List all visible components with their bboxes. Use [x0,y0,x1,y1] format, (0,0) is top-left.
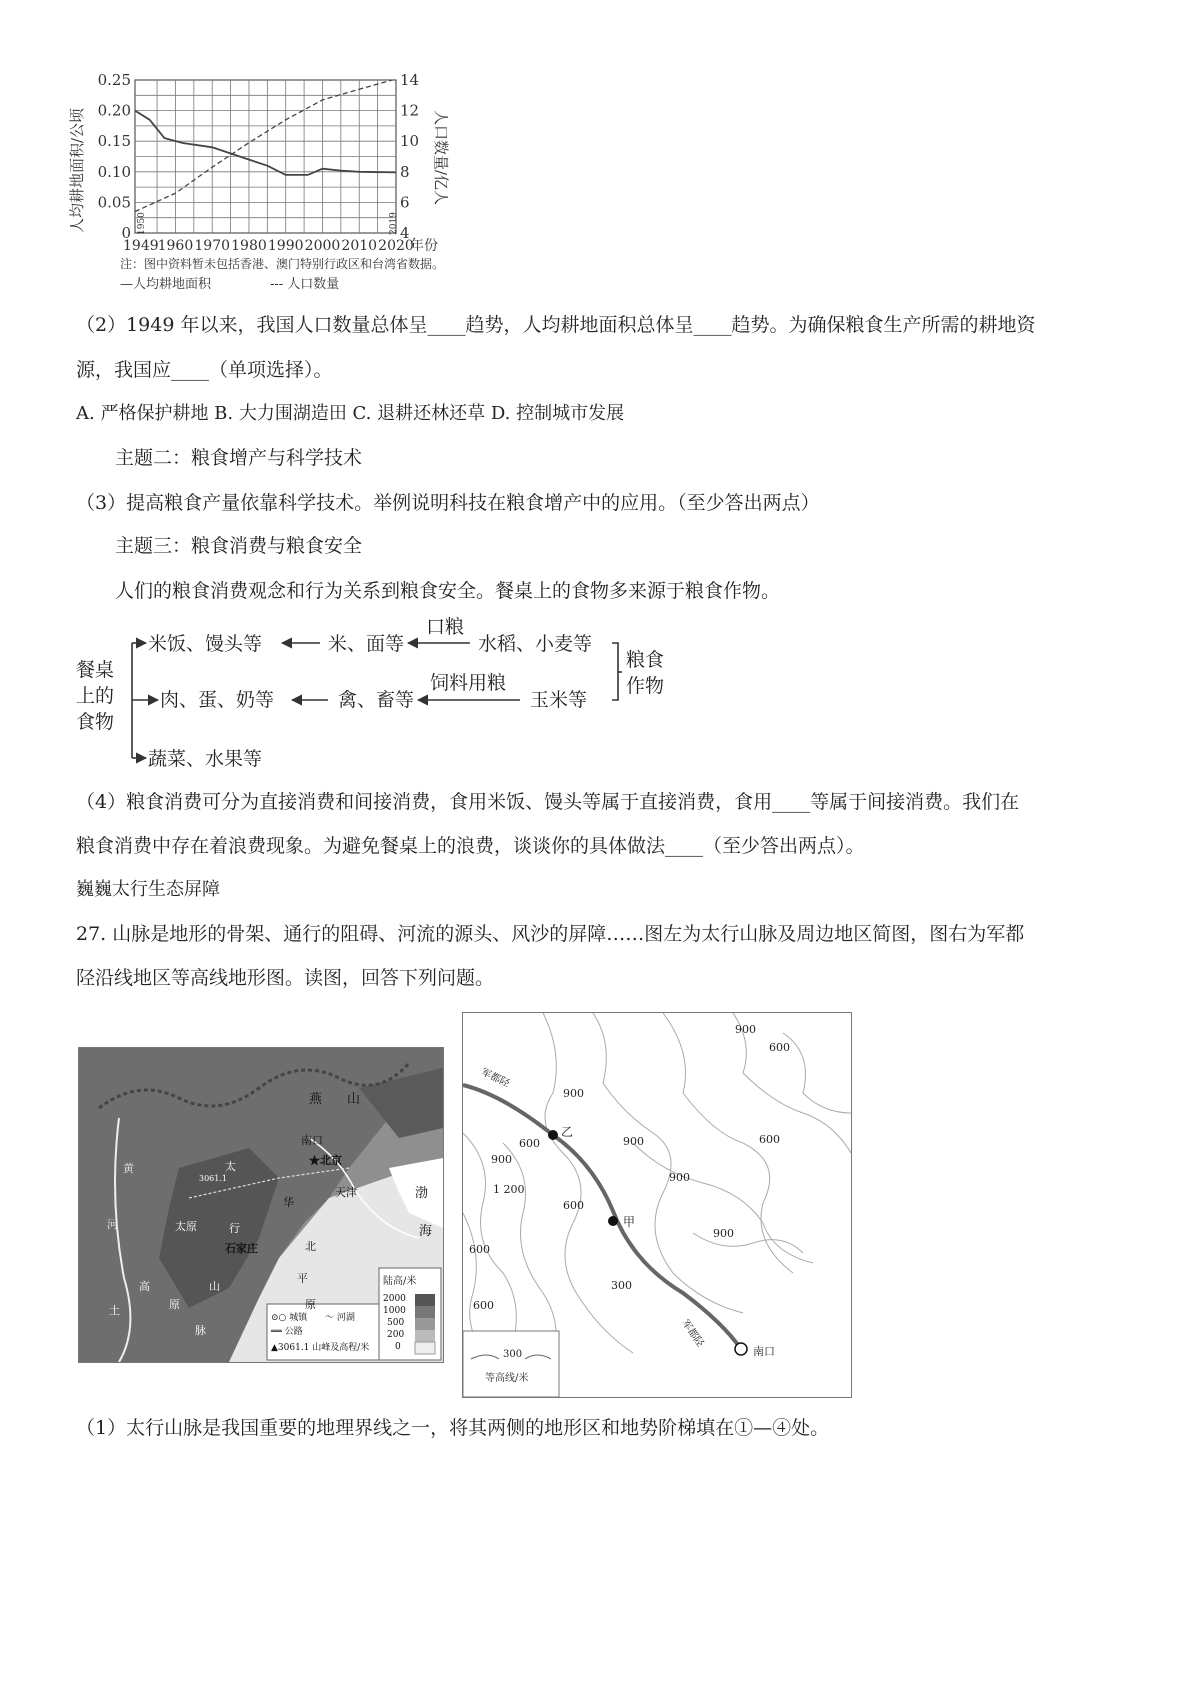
start-year-mark: 1950 [137,212,147,235]
end-year-mark: 2019 [389,212,399,235]
x-tick: 2000 [304,238,341,254]
cropland-population-chart [60,70,560,295]
map-label-beijing: ★北京 [309,1154,342,1167]
theme2-heading: 主题二：粮食增产与科学技术 [115,447,363,469]
series-line-cropland [135,111,396,175]
y-right-tick: 12 [400,101,420,120]
q27-line2: 陉沿线地区等高线地形图。读图，回答下列问题。 [76,967,495,989]
point-yi: 乙 [561,1125,574,1139]
chart-ticks [98,71,438,254]
chart-grid [135,80,396,233]
elev-2000: 2000 [383,1294,406,1304]
legend-road: ══ 公路 [271,1327,303,1337]
elev-200: 200 [387,1330,405,1340]
elev-1000: 1000 [383,1306,406,1316]
taihang-map [78,1047,444,1363]
elev-500: 500 [387,1318,405,1328]
livestock-label: 禽、畜等 [338,689,415,711]
contour-label-3: 900 [563,1087,584,1100]
map-label-tai: 太 [225,1160,236,1173]
contour-label-14: 600 [759,1133,780,1146]
map-label-huang: 黄 [123,1162,134,1175]
legend-solid: —人均耕地面积 [120,277,212,292]
x-tick: 2010 [341,238,378,254]
grain-crops-label-2: 作物 [626,675,665,697]
y-left-tick: 0.20 [97,101,131,120]
y-left-tick: 0.25 [97,71,131,89]
contour-label-6: 900 [669,1171,690,1184]
map-label-hai: 海 [419,1224,433,1239]
y-right-tick: 8 [400,162,410,181]
contour-label-9: 600 [563,1199,584,1212]
rice-flour-label: 米、面等 [328,633,405,655]
y-right-tick: 14 [400,71,420,89]
meat-egg-milk-label: 肉、蛋、奶等 [160,689,275,711]
q4-line1: （4）粮食消费可分为直接消费和间接消费，食用米饭、馒头等属于直接消费，食用____等属于间接消费。我们在 [76,791,1020,813]
map-label-shijiazhuang: 石家庄 [225,1242,258,1255]
feed-grain-label: 饲料用粮 [430,672,507,694]
map-label-ping: 平 [297,1272,308,1285]
x-tick: 1960 [157,238,194,254]
y-left-axis-label: 人均耕地面积/公顷 [68,107,86,233]
contour-label-2: 600 [769,1041,790,1054]
road-name-top: 军都陉 [479,1066,512,1090]
table-food-label-2: 上的 [76,685,115,707]
contour-label-8: 1 200 [493,1183,525,1196]
map-label-shan: 山 [209,1280,220,1293]
chart-note: 注：图中资料暂未包括香港、澳门特别行政区和台湾省数据。 [120,257,445,271]
y-left-tick: 0 [121,224,131,242]
grain-flow-diagram [70,610,710,780]
x-unit: 年份 [410,238,438,254]
table-food-label-1: 餐桌 [76,659,115,681]
x-tick: 1949 [123,238,159,254]
map-label-mai: 脉 [195,1324,206,1337]
road-name-bottom: 军都陉 [679,1318,706,1350]
legend-river-lake: 〜 河湖 [325,1313,355,1323]
map-label-yuan: 原 [305,1298,316,1311]
map-label-nankou: 南口 [301,1134,323,1147]
contour-legend-label: 等高线/米 [485,1373,529,1384]
q27-line1: 27. 山脉是地形的骨架、通行的阻碍、河流的源头、风沙的屏障……图左为太行山脉及周边地区简图，图右为军都 [76,923,1025,945]
x-tick: 2020 [378,238,414,254]
chart-series [135,80,396,212]
corn-label: 玉米等 [530,689,588,711]
map-label-bo: 渤 [415,1186,429,1201]
map-label-gao: 高 [139,1280,150,1293]
map-label-hua: 华 [283,1196,294,1209]
map-label-yan: 燕 [309,1092,323,1107]
rice-wheat-label: 水稻、小麦等 [478,633,593,655]
y-left-tick: 0.10 [97,162,131,181]
jundu-pass-contour-map [462,1012,852,1398]
y-right-tick: 6 [400,193,410,212]
point-jia: 甲 [623,1215,636,1229]
contour-label-4: 900 [623,1135,644,1148]
legend-dashed: --- 人口数量 [270,277,340,292]
grain-crops-label-1: 粮食 [626,649,665,671]
q3-text: （3）提高粮食产量依靠科学技术。举例说明科技在粮食增产中的应用。（至少答出两点） [76,492,820,514]
ration-label: 口粮 [426,616,465,638]
veg-fruit-label: 蔬菜、水果等 [148,748,263,770]
contour-label-7: 900 [491,1153,512,1166]
legend-town: ⊙○ 城镇 [271,1313,308,1323]
rice-dishes-label: 米饭、馒头等 [148,633,263,655]
map-label-bei: 北 [305,1240,316,1253]
q2-options: A. 严格保护耕地 B. 大力围湖造田 C. 退耕还林还草 D. 控制城市发展 [76,403,625,424]
contour-label-11: 900 [713,1227,734,1240]
elev-0: 0 [395,1342,401,1352]
point-nankou: 南口 [753,1345,775,1358]
q2-line2: 源，我国应____（单项选择）。 [76,359,333,381]
map-label-tu: 土 [109,1304,120,1317]
y-left-tick: 0.05 [97,193,131,212]
x-tick: 1990 [267,238,304,254]
contour-label-10: 600 [469,1243,490,1256]
theme3-intro: 人们的粮食消费观念和行为关系到粮食安全。餐桌上的食物多来源于粮食作物。 [115,580,781,602]
map-label-hang: 行 [229,1222,240,1235]
map-label-shan-top: 山 [347,1092,361,1107]
table-food-label-3: 食物 [76,711,115,733]
legend-peak: ▲3061.1 山峰及高程/米 [271,1343,370,1353]
x-tick: 1970 [194,238,231,254]
map-label-tianjin: 天津 [335,1186,357,1199]
contour-label-5: 600 [519,1137,540,1150]
y-right-axis-label: 人口数量/亿人 [432,110,450,206]
q2-line1: （2）1949 年以来，我国人口数量总体呈____趋势，人均耕地面积总体呈____趋势。为确保粮食生产所需的耕地资 [76,314,1036,336]
y-right-tick: 4 [400,224,410,242]
contour-legend-value: 300 [503,1349,523,1360]
elev-legend-title: 陆高/米 [383,1276,417,1287]
x-tick: 1980 [231,238,267,254]
series-line-population [135,80,392,212]
map-label-taiyuan: 太原 [175,1220,197,1233]
section-title: 巍巍太行生态屏障 [76,879,220,900]
map-label-he: 河 [107,1218,118,1231]
contour-label-12: 300 [611,1279,632,1292]
map-label-yuan2: 原 [169,1298,180,1311]
contour-label-13: 600 [473,1299,494,1312]
map-label-peak: 3061.1 [199,1174,227,1183]
y-left-tick: 0.15 [97,132,131,151]
contour-label-1: 900 [735,1023,756,1036]
theme3-heading: 主题三：粮食消费与粮食安全 [115,535,363,557]
q4-line2: 粮食消费中存在着浪费现象。为避免餐桌上的浪费，谈谈你的具体做法____（至少答出两点）。 [76,835,865,857]
q27-1-text: （1）太行山脉是我国重要的地理界线之一，将其两侧的地形区和地势阶梯填在①—④处。 [76,1417,830,1439]
y-right-tick: 10 [400,132,420,151]
